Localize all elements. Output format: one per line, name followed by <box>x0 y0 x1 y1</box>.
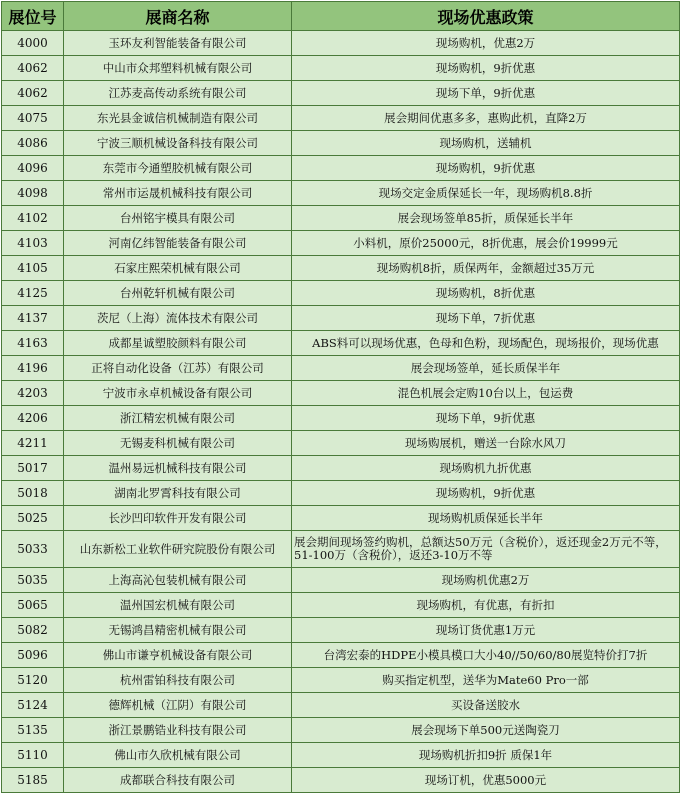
exhibitor-cell: 德辉机械（江阴）有限公司 <box>64 693 292 718</box>
policy-cell: 展会现场签单85折，质保延长半年 <box>292 206 680 231</box>
booth-cell: 4102 <box>2 206 64 231</box>
exhibitor-cell: 东莞市今通塑胶机械有限公司 <box>64 156 292 181</box>
policy-cell: 现场购机优惠2万 <box>292 568 680 593</box>
table-row <box>2 181 680 206</box>
table-row <box>2 406 680 431</box>
policy-cell: 现场购机，有优惠，有折扣 <box>292 593 680 618</box>
exhibitor-cell: 浙江精宏机械有限公司 <box>64 406 292 431</box>
policy-cell: 展会期间现场签约购机，总额达50万元（含税价），返还现金2万元不等，51-100万（含税价），返还3-10万不等 <box>292 531 680 568</box>
exhibitor-cell: 成都联合科技有限公司 <box>64 768 292 793</box>
table-row <box>2 618 680 643</box>
table-row <box>2 281 680 306</box>
booth-cell: 4098 <box>2 181 64 206</box>
exhibitor-cell: 温州国宏机械有限公司 <box>64 593 292 618</box>
exhibitor-cell: 石家庄熙荣机械有限公司 <box>64 256 292 281</box>
booth-cell: 5035 <box>2 568 64 593</box>
exhibitor-cell: 无锡鸿昌精密机械有限公司 <box>64 618 292 643</box>
policy-cell: 现场下单，7折优惠 <box>292 306 680 331</box>
booth-cell: 4075 <box>2 106 64 131</box>
policy-cell: 现场购机质保延长半年 <box>292 506 680 531</box>
policy-cell: 台湾宏泰的HDPE小模具模口大小40//50/60/80展览特价打7折 <box>292 643 680 668</box>
policy-cell: 展会现场签单，延长质保半年 <box>292 356 680 381</box>
table-row <box>2 431 680 456</box>
table-row <box>2 81 680 106</box>
table-row <box>2 718 680 743</box>
table-row <box>2 356 680 381</box>
exhibitor-cell: 无锡麦科机械有限公司 <box>64 431 292 456</box>
table-row <box>2 56 680 81</box>
exhibitor-cell: 江苏麦高传动系统有限公司 <box>64 81 292 106</box>
table-row <box>2 131 680 156</box>
table-row <box>2 256 680 281</box>
exhibitor-cell: 佛山市久欣机械有限公司 <box>64 743 292 768</box>
booth-cell: 5065 <box>2 593 64 618</box>
exhibitor-cell: 宁波三顺机械设备科技有限公司 <box>64 131 292 156</box>
policy-cell: 展会现场下单500元送陶瓷刀 <box>292 718 680 743</box>
table-row <box>2 381 680 406</box>
exhibitor-cell: 台州乾轩机械有限公司 <box>64 281 292 306</box>
exhibitor-cell: 河南亿纬智能装备有限公司 <box>64 231 292 256</box>
policy-cell: 购买指定机型，送华为Mate60 Pro一部 <box>292 668 680 693</box>
policy-cell: 现场购机，优惠2万 <box>292 31 680 56</box>
booth-cell: 4137 <box>2 306 64 331</box>
policy-cell: 现场购机九折优惠 <box>292 456 680 481</box>
header-policy: 现场优惠政策 <box>292 2 680 31</box>
table-row <box>2 693 680 718</box>
table-row <box>2 593 680 618</box>
table-row <box>2 206 680 231</box>
policy-cell: 现场订货优惠1万元 <box>292 618 680 643</box>
policy-cell: 现场下单，9折优惠 <box>292 81 680 106</box>
exhibitor-cell: 成都星诚塑胶颜料有限公司 <box>64 331 292 356</box>
exhibitor-cell: 杭州雷铂科技有限公司 <box>64 668 292 693</box>
booth-cell: 4096 <box>2 156 64 181</box>
table-row <box>2 506 680 531</box>
booth-cell: 4206 <box>2 406 64 431</box>
booth-cell: 5124 <box>2 693 64 718</box>
exhibitor-cell: 东光县金诚信机械制造有限公司 <box>64 106 292 131</box>
table-row <box>2 156 680 181</box>
header-booth-no: 展位号 <box>2 2 64 31</box>
exhibitor-cell: 茨尼（上海）流体技术有限公司 <box>64 306 292 331</box>
table-row <box>2 531 680 568</box>
booth-cell: 4062 <box>2 56 64 81</box>
exhibitor-cell: 正将自动化设备（江苏）有限公司 <box>64 356 292 381</box>
booth-cell: 4000 <box>2 31 64 56</box>
booth-cell: 4086 <box>2 131 64 156</box>
exhibitor-cell: 佛山市谦亨机械设备有限公司 <box>64 643 292 668</box>
booth-cell: 5033 <box>2 531 64 568</box>
policy-cell: 现场购展机，赠送一台除水风刀 <box>292 431 680 456</box>
policy-cell: 现场购机，9折优惠 <box>292 56 680 81</box>
exhibitor-cell: 常州市运晟机械科技有限公司 <box>64 181 292 206</box>
table-row <box>2 106 680 131</box>
booth-cell: 4125 <box>2 281 64 306</box>
booth-cell: 4103 <box>2 231 64 256</box>
policy-cell: 现场订机，优惠5000元 <box>292 768 680 793</box>
booth-cell: 4203 <box>2 381 64 406</box>
booth-cell: 4196 <box>2 356 64 381</box>
policy-cell: 现场购机，9折优惠 <box>292 481 680 506</box>
policy-cell: 现场购机，8折优惠 <box>292 281 680 306</box>
policy-cell: ABS料可以现场优惠，色母和色粉，现场配色，现场报价，现场优惠 <box>292 331 680 356</box>
booth-cell: 5120 <box>2 668 64 693</box>
table-row <box>2 331 680 356</box>
table-row <box>2 481 680 506</box>
table-row <box>2 231 680 256</box>
header-row <box>2 2 680 31</box>
exhibitor-cell: 温州易远机械科技有限公司 <box>64 456 292 481</box>
policy-cell: 现场购机8折，质保两年，金额超过35万元 <box>292 256 680 281</box>
exhibitor-cell: 玉环友利智能装备有限公司 <box>64 31 292 56</box>
booth-cell: 4105 <box>2 256 64 281</box>
policy-cell: 现场购机折扣9折 质保1年 <box>292 743 680 768</box>
exhibitor-cell: 台州铭宇模具有限公司 <box>64 206 292 231</box>
exhibitor-cell: 湖南北罗霄科技有限公司 <box>64 481 292 506</box>
booth-cell: 5135 <box>2 718 64 743</box>
booth-cell: 5018 <box>2 481 64 506</box>
header-exhibitor: 展商名称 <box>64 2 292 31</box>
booth-cell: 4211 <box>2 431 64 456</box>
table-row <box>2 568 680 593</box>
exhibitor-cell: 中山市众邦塑料机械有限公司 <box>64 56 292 81</box>
exhibitor-cell: 浙江景鹏锆业科技有限公司 <box>64 718 292 743</box>
booth-cell: 5025 <box>2 506 64 531</box>
booth-cell: 4062 <box>2 81 64 106</box>
exhibitor-cell: 宁波市永卓机械设备有限公司 <box>64 381 292 406</box>
booth-cell: 4163 <box>2 331 64 356</box>
booth-cell: 5082 <box>2 618 64 643</box>
table-row <box>2 768 680 793</box>
policy-cell: 买设备送胶水 <box>292 693 680 718</box>
booth-cell: 5017 <box>2 456 64 481</box>
policy-cell: 现场购机，9折优惠 <box>292 156 680 181</box>
table-row <box>2 306 680 331</box>
table-row <box>2 668 680 693</box>
exhibitor-cell: 上海高沁包装机械有限公司 <box>64 568 292 593</box>
exhibitor-policy-table <box>1 1 680 793</box>
table-row <box>2 743 680 768</box>
exhibitor-cell: 山东新松工业软件研究院股份有限公司 <box>64 531 292 568</box>
table-row <box>2 456 680 481</box>
policy-cell: 现场购机，送辅机 <box>292 131 680 156</box>
booth-cell: 5185 <box>2 768 64 793</box>
policy-cell: 展会期间优惠多多，惠购此机，直降2万 <box>292 106 680 131</box>
policy-cell: 现场交定金质保延长一年，现场购机8.8折 <box>292 181 680 206</box>
table-row <box>2 31 680 56</box>
booth-cell: 5110 <box>2 743 64 768</box>
booth-cell: 5096 <box>2 643 64 668</box>
policy-cell: 小料机，原价25000元，8折优惠，展会价19999元 <box>292 231 680 256</box>
policy-cell: 混色机展会定购10台以上，包运费 <box>292 381 680 406</box>
table-row <box>2 643 680 668</box>
exhibitor-cell: 长沙凹印软件开发有限公司 <box>64 506 292 531</box>
policy-cell: 现场下单，9折优惠 <box>292 406 680 431</box>
